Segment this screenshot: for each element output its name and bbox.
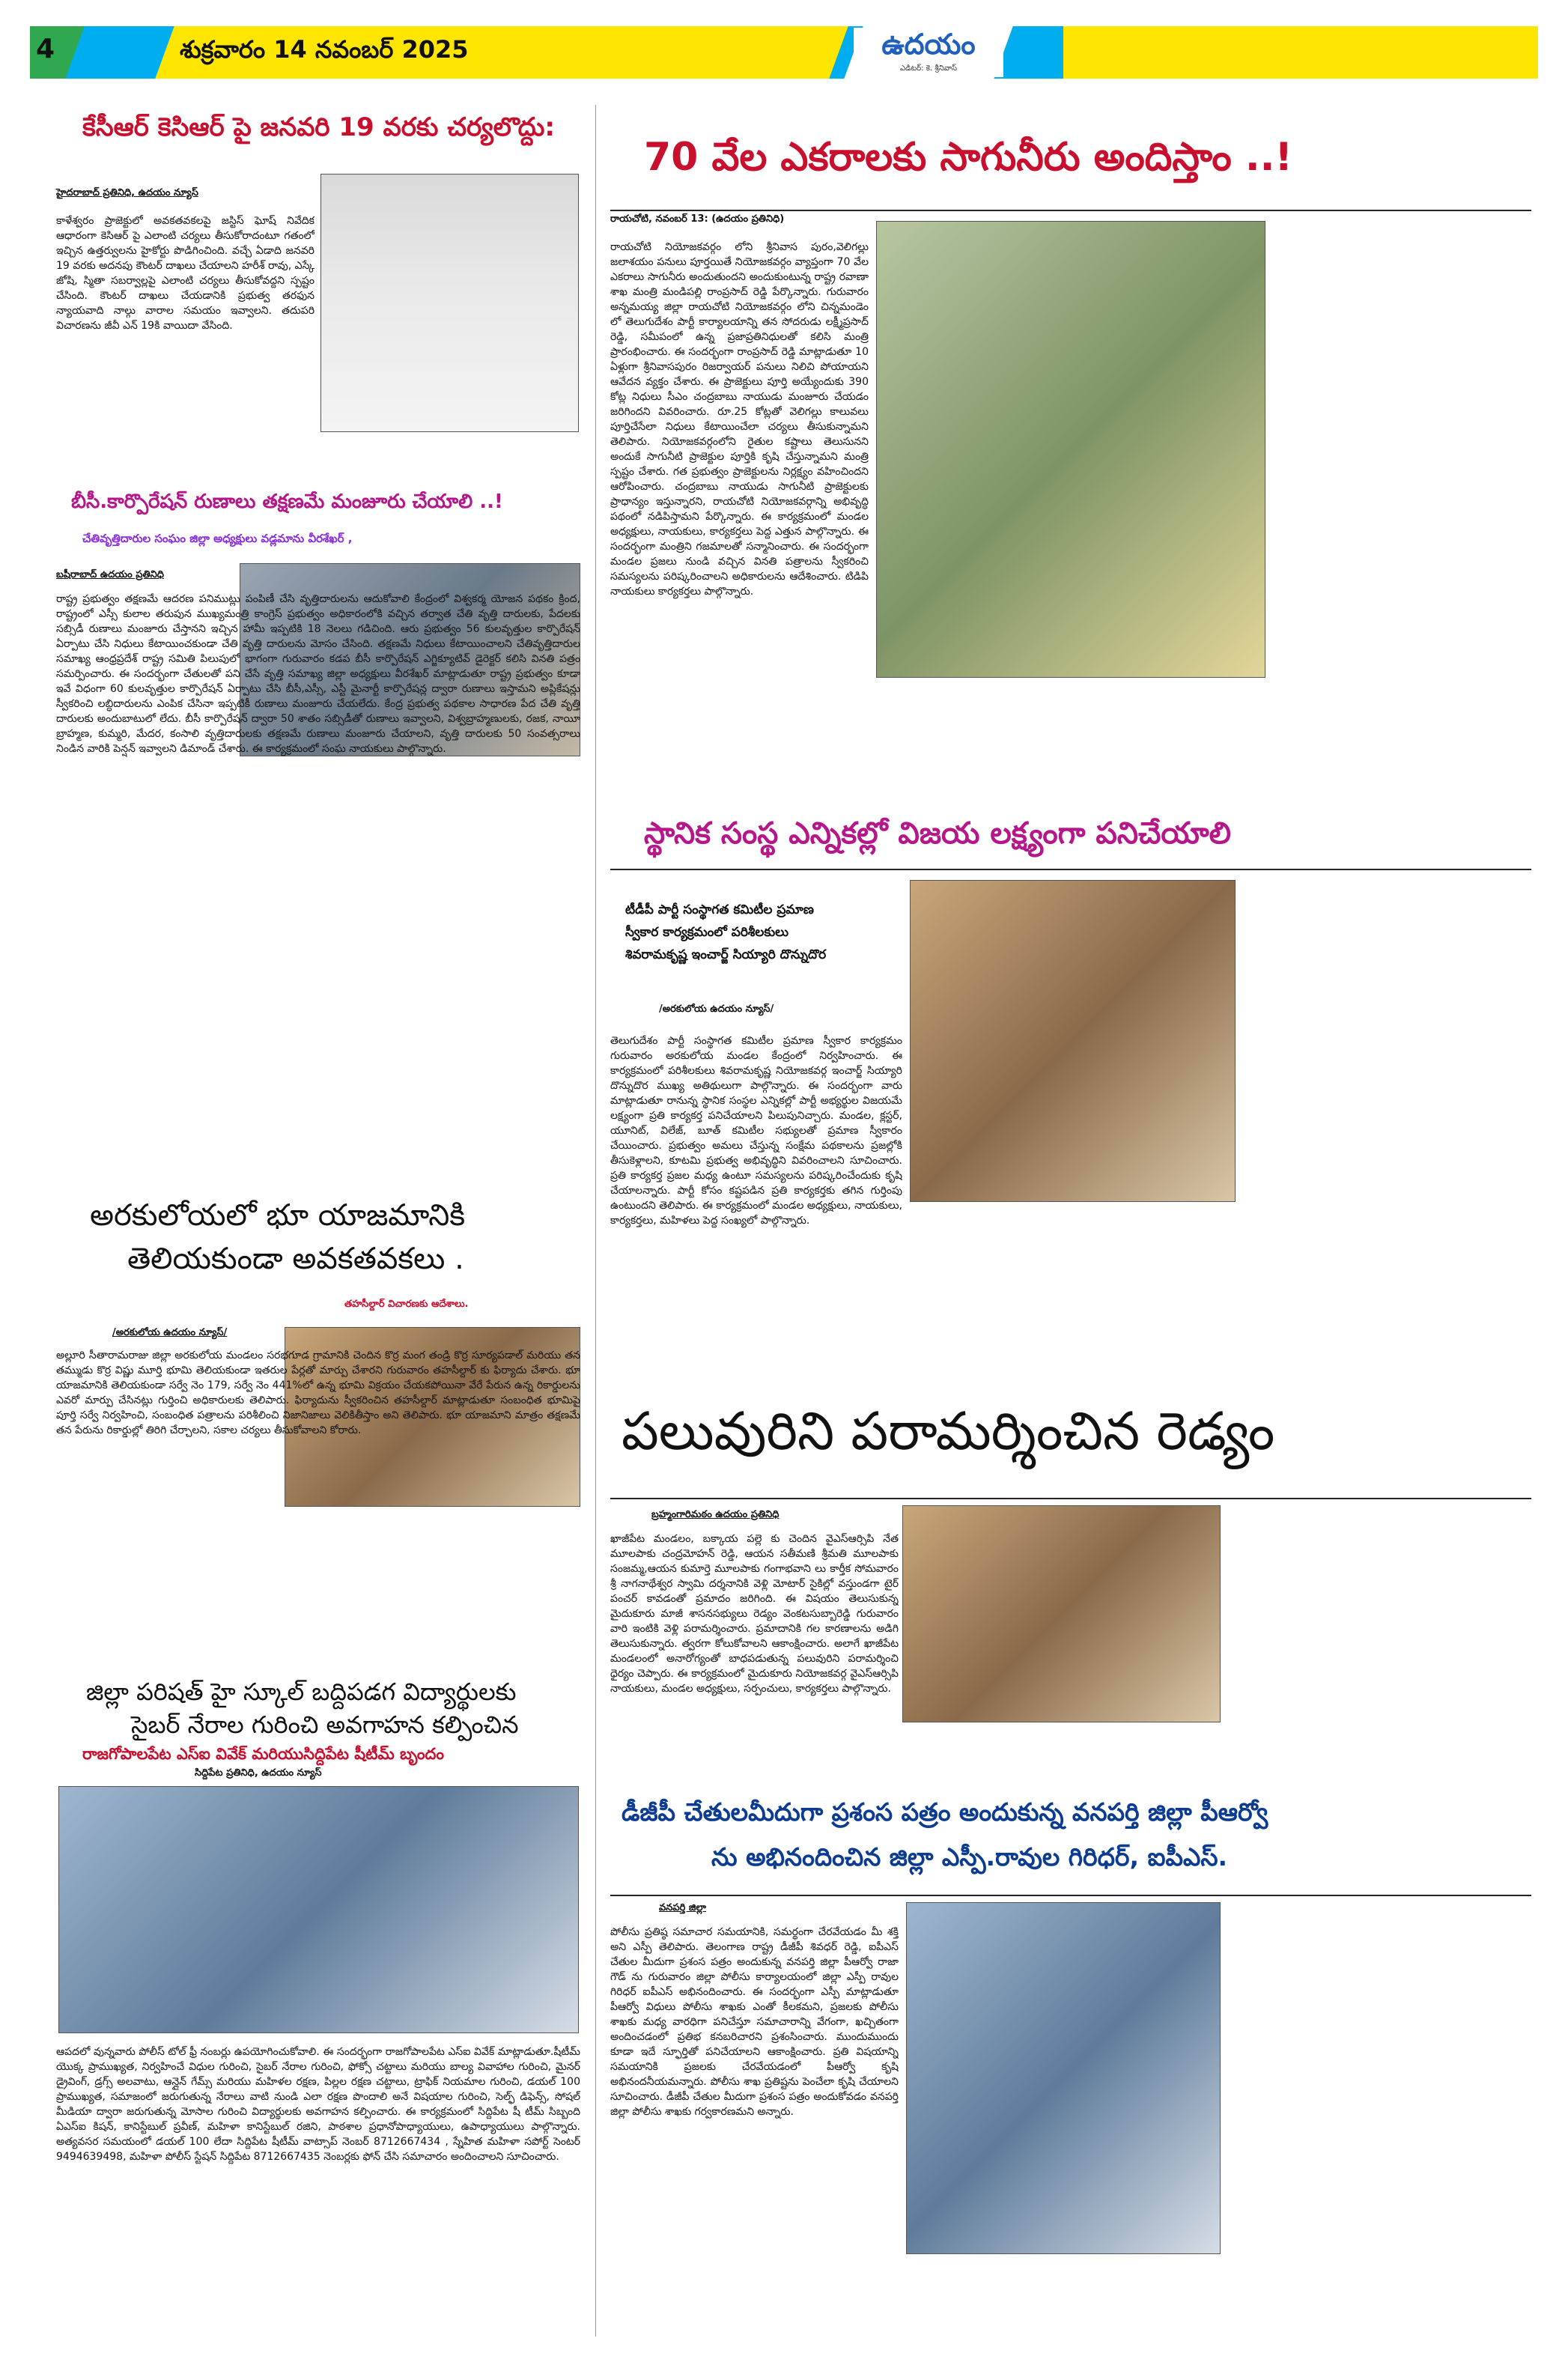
zp-subhead: రాజగోపాలపేట ఎస్ఐ వివేక్ మరియుసిద్దిపేట షీటీమ్ బృందం	[82, 1745, 444, 1763]
kcr-headline: కేసీఆర్ కెసిఆర్ పై జనవరి 19 వరకు చర్యలొద్దు:	[82, 112, 555, 142]
kcr-body: కాళేశ్వరం ప్రాజెక్టులో అవకతవకలపై జస్టిస్ ఘోష్ నివేదిక ఆధారంగా కెసిఆర్ పై ఎలాంటి చర్యలు తీసుకోరాదంటూ గతంలో ఇచ్చిన ఉత్తర్వులను హైకోర్టు పొడిగించింది. వచ్చే ఏడాది జనవరి 19 వరకు అదనపు కౌంటర్ దాఖలు చేయాలని హరీశ్ రావు, ఎస్కే జోషి, స్మితా సబర్వాల్లపై ఎలాంటి చర్యలు తీసుకోవద్దని స్పష్టం చేసింది. కౌంటర్ దాఖలు చేయడానికి ప్రభుత్వ తరఫున న్యాయవాది నాల్గు వారాల సమయం ఇవ్వాలని. తదుపరి విచారణను జీవీ ఎన్ 19కి వాయిదా వేసింది.	[56, 215, 314, 332]
column-divider-left	[595, 105, 596, 2337]
araku-headline-1: అరకులోయలో భూ యాజమానికి	[90, 1198, 466, 1233]
dgp-body: పోలీసు ప్రతిష్ఠ సమాచార సమయానికి, సమర్థంగా చేరవేయడం మీ శక్తి అని ఎస్పీ తెలిపారు. తెలంగాణ రాష్ట్ర డీజీపీ శివధర్ రెడ్డి, ఐపీఎస్ చేతుల మీదుగా ప్రశంస పత్రం అందుకున్న వనపర్తి జిల్లా పీఆర్వో రాజా గౌడ్ ను గురువారం జిల్లా పోలీసు కార్యాలయంలో జిల్లా ఎస్పీ రావుల గిరిధర్ ఐపీఎస్ అభినందించారు. ఈ సందర్భంగా ఎస్పీ మాట్లాడుతూ పీఆర్వో విధులు పోలీసు శాఖకు ఎంతో కీలకమని, ప్రజలకు పోలీసు శాఖకు మధ్య వారధిగా పనిచేస్తూ సమాచారాన్ని వేగంగా, ఖచ్చితంగా అందించడంలో ప్రతిభ కనబరిచారని ప్రశంసించారు. ముందుముందు కూడా ఇదే స్ఫూర్తితో పనిచేయాలని ఆకాంక్షించారు. ప్రతి విషయాన్ని సమయానికి ప్రజలకు చేరవేయడంలో పీఆర్వో కృషి అభినందనీయమన్నారు. పోలీసు శాఖ ప్రతిష్టను పెంచేలా కృషి చేయాలని సూచించారు. డీజీపీ చేతుల మీదుగా ప్రశంస పత్రం అందుకోవడం వనపర్తి జిల్లా పోలీసు శాఖకు గర్వకారణమని అన్నారు.	[610, 1926, 899, 2118]
page-number: 4	[36, 34, 55, 64]
local-polls-byline: /అరకులోయ ఉదయం న్యూస్/	[659, 1004, 774, 1015]
dgp-rule	[610, 1895, 1531, 1896]
irrigation-top-rule	[610, 210, 1531, 211]
reddyam-byline: బ్రహ్మంగారిమఠం ఉదయం ప్రతినిధి	[651, 1509, 780, 1520]
kcr-byline: హైదరాబాద్ ప్రతినిధి, ఉదయం న్యూస్	[56, 187, 198, 198]
logo-text: ఉదయం	[881, 28, 976, 61]
local-polls-rule	[610, 869, 1531, 870]
bc-byline: బషీరాబాద్ ఉదయం ప్రతినిధి	[56, 569, 164, 580]
reddyam-photo	[902, 1505, 1221, 1722]
zp-headline-2: సైబర్ నేరాల గురించి అవగాహన కల్పించిన	[131, 1710, 519, 1739]
reddyam-headline: పలువురిని పరామర్శించిన రెడ్యం	[622, 1400, 1275, 1462]
local-polls-sub2: స్వీకార కార్యక్రమంలో పరిశీలకులు	[625, 925, 789, 940]
date-line: శుక్రవారం 14 నవంబర్ 2025	[180, 35, 469, 64]
local-polls-sub1: టీడీపీ పార్టీ సంస్థాగత కమిటీల ప్రమాణ	[625, 902, 814, 917]
dgp-headline-1: డీజీపీ చేతులమీదుగా ప్రశంస పత్రం అందుకున్న వనపర్తి జిల్లా పీఆర్వో	[622, 1797, 1268, 1827]
masthead	[30, 26, 1538, 79]
dgp-photo	[906, 1902, 1221, 2254]
local-polls-body-right	[1243, 884, 1531, 1378]
masthead-right-yellow	[1063, 26, 1538, 79]
irrigation-body-right	[1273, 223, 1531, 800]
zp-byline: సిద్దిపేట ప్రతినిధి, ఉదయం న్యూస్	[195, 1767, 322, 1779]
local-polls-body: తెలుగుదేశం పార్టీ సంస్థాగత కమిటీల ప్రమాణ స్వీకార కార్యక్రమం గురువారం అరకులోయ మండల కేంద్రంలో నిర్వహించారు. ఈ కార్యక్రమంలో పరిశీలకులు శివరామకృష్ణ నియోజకవర్గ ఇంచార్జ్ సియ్యారి దొన్నుదొర ముఖ్య అతిథులుగా పాల్గొన్నారు. ఈ సందర్భంగా వారు మాట్లాడుతూ రానున్న స్థానిక సంస్థల ఎన్నికల్లో పార్టీ అభ్యర్థుల విజయమే లక్ష్యంగా ప్రతి కార్యకర్త పనిచేయాలని పిలుపునిచ్చారు. మండల, క్లస్టర్, యూనిట్, విలేజ్, బూత్ కమిటీల సభ్యులతో ప్రమాణ స్వీకారం చేయించారు. ప్రభుత్వం అమలు చేస్తున్న సంక్షేమ పథకాలను ప్రజల్లోకి తీసుకెళ్లాలని, కూటమి ప్రభుత్వ అభివృద్ధిని వివరించాలని సూచించారు. ప్రతి కార్యకర్త ప్రజల మధ్య ఉంటూ సమస్యలను పరిష్కరించేందుకు కృషి చేయాలన్నారు. పార్టీ కోసం కష్టపడిన ప్రతి కార్యకర్తకు తగిన గుర్తింపు ఉంటుందని తెలిపారు. ఈ కార్యక్రమంలో మండల అధ్యక్షులు, నాయకులు, కార్యకర్తలు, మహిళలు పెద్ద సంఖ్యలో పాల్గొన్నారు.	[610, 1035, 902, 1227]
reddyam-rule	[610, 1498, 1531, 1499]
reddyam-body: ఖాజీపేట మండలం, బక్కాయ పల్లె కు చెందిన వైఎస్ఆర్సిపి నేత మూలపాకు చంద్రమోహన్ రెడ్డి, ఆయన సతీమణి శ్రీమతి మూలపాకు సంజమ్మ,ఆయన కుమార్తె మూలపాకు గంగాభవాని లు కార్తీక సోమవారం శ్రీ నాగనాథేశ్వర స్వామి దర్శనానికి వెళ్లి మోటార్ సైకిల్లో వస్తుండగా టైర్ పంచర్ కావడంతో ప్రమాదం జరిగింది. ఈ విషయం తెలుసుకున్న మైదుకూరు మాజీ శాసనసభ్యులు రెడ్యం వెంకటసుబ్బారెడ్డి గురువారం వారి ఇంటికి వెళ్లి పరామర్శించారు. ప్రమాదానికి గల కారణాలను అడిగి తెలుసుకున్నారు. త్వరగా కోలుకోవాలని ఆకాంక్షించారు. అలాగే ఖాజీపేట మండలంలో అనారోగ్యంతో బాధపడుతున్న పలువురిని పరామర్శించి ధైర్యం చెప్పారు. ఈ కార్యక్రమంలో మైదుకూరు నియోజకవర్గ వైఎస్ఆర్సిపి నాయకులు, మండల అధ్యక్షులు, సర్పంచులు, కార్యకర్తలు పాల్గొన్నారు.	[610, 1533, 899, 1695]
dgp-body-right	[1228, 1906, 1531, 2161]
bc-headline: బీసీ.కార్పొరేషన్ రుణాలు తక్షణమే మంజూరు చేయాలి ..!	[71, 491, 503, 513]
irrigation-headline: 70 వేల ఎకరాలకు సాగునీరు అందిస్తాం ..!	[644, 135, 1293, 180]
bc-subhead: చేతివృత్తిదారుల సంఘం జిల్లా అధ్యక్షులు వడ్లమాను వీరశేఖర్ ,	[82, 532, 353, 545]
bc-body: రాష్ట్ర ప్రభుత్వం తక్షణమే ఆదరణ పనిముట్లు పంపిణీ చేసి వృత్తిదారులను ఆదుకోవాలి కేంద్రంలో విశ్వకర్మ యోజన పథకం క్రింద, రాష్ట్రంలో ఎస్సీ కులాల తరుపున ముఖ్యమంత్రి కాంగ్రెస్ ప్రభుత్వం అధికారంలోకి వచ్చిన తర్వాత చేతి వృత్తి దారులకు, పేదలకు సబ్సిడీ రుణాలు మంజూరు చేస్తానని ఇచ్చిన హామీ ఇప్పటికి 18 నెలలు గడిచింది. ఆరు ప్రభుత్వం 56 కులవృత్తుల కార్పొరేషన్ ఏర్పాటు చేసి నిధులు కేటాయించకుండా చేతి వృత్తి దారులను మోసం చేసింది. తక్షణమే నిధులు కేటాయించాలని చేతివృత్తిదారుల సమాఖ్య ఆంధ్రప్రదేశ్ రాష్ట్ర సమితి పిలుపులో భాగంగా గురువారం కడప బీసీ కార్పొరేషన్ ఎగ్జిక్యూటివ్ డైరెక్టర్ కలిసి వినతి పత్రం సమర్పించారు. ఈ సందర్భంగా చేతులతో పని చేసే వృత్తి సమాఖ్య జిల్లా అధ్యక్షులు వీరశేఖర్ మాట్లాడుతూ రాష్ట్ర ప్రభుత్వం కూడా ఇవే విధంగా 60 కులవృత్తుల కార్పొరేషన్ ఏర్పాటు చేసి బీసీ,ఎస్సీ, ఎస్టీ మైనార్టీ కార్పొరేషన్ల ద్వారా రుణాలు ఇస్తామని అప్లికేషన్లు స్వీకరించి లబ్ధిదారులను ఎంపిక చేసినా ఇప్పటికీ రుణాలు మంజూరు చేయలేదు. కేంద్ర ప్రభుత్వ పథకాల సాధారణ పేద చేతి వృత్తి దారులకు అందుబాటులో లేదు. బీసీ కార్పొరేషన్ ద్వారా 50 శాతం సబ్సిడీతో రుణాలు ఇవ్వాలని, విశ్వబ్రాహ్మణులకు, రజక, నాయీ బ్రాహ్మణ, కుమ్మరి, మేదర, కంసాలి వృత్తిదారులకు తక్షణమే రుణాలు మంజూరు చేయాలని, వృత్తి దారులకు 50 సంవత్సరాలు నిండిన వారికి పెన్షన్ ఇవ్వాలని డిమాండ్ చేశారు. ఈ కార్యక్రమంలో సంఘ నాయకులు పాల్గొన్నారు.	[56, 593, 580, 755]
irrigation-photo	[876, 221, 1265, 678]
zp-photo	[58, 1786, 579, 2033]
local-polls-photo	[910, 880, 1236, 1202]
zp-headline-1: జిల్లా పరిషత్ హై స్కూల్ బద్దిపడగ విద్యార్థులకు	[86, 1678, 517, 1706]
zp-body: ఆపదలో వున్నవారు పోలీస్ టోల్ ఫ్రీ నంబర్లు ఉపయోగించుకోవాలి. ఈ సందర్భంగా రాజగోపాలపేట ఎస్ఐ వివేక్ మాట్లాడుతూ.షీటీమ్ యొక్క ప్రాముఖ్యత, నిర్వహించే విధుల గురించి, సైబర్ నేరాల గురించి, ఫోక్సో చట్టాలు మరియు బాల్య వివాహాల గురించి, మైనర్ డ్రైవింగ్, డ్రగ్స్ అలవాటు, ఆన్లైన్ గేమ్స్ మరియు మహిళల రక్షణ, పిల్లల రక్షణ చట్టాలు, ట్రాఫిక్ నియమాల గురించి, డయల్ 100 ప్రాముఖ్యత, సమాజంలో జరుగుతున్న నేరాలు వాటి నుండి ఎలా రక్షణ పొందాలి అనే విషయాల గురించి, సెల్ఫ్ డిఫెన్స్, సోషల్ మీడియా ద్వారా జరుగుతున్న మోసాల గురించి విద్యార్థులకు అవగాహన కల్పించారు. ఈ కార్యక్రమంలో సిద్దిపేట షీ టీమ్ సిబ్బంది ఏఎస్ఐ కిషన్, కానిస్టేబుల్ ప్రవీణ్, మహిళా కానిస్టేబుల్ రజిని, పాఠశాల ప్రధానోపాధ్యాయులు, ఉపాధ్యాయులు పాల్గొన్నారు. అత్యవసర సమయంలో డయల్ 100 లేదా సిద్దిపేట షీటీమ్ వాట్సాప్ నెంబర్ 8712667434 , స్నేహిత మహిళా సపోర్ట్ సెంటర్ 9494639498, మహిళా పోలీస్ స్టేషన్ సిద్దిపేట 8712667435 నెంబర్లకు ఫోన్ చేసి సమాచారం అందించాలని సూచించారు.	[56, 2046, 580, 2163]
irrigation-byline: రాయచోటి, నవంబర్ 13: (ఉదయం ప్రతినిధి)	[610, 213, 785, 225]
araku-body: అల్లూరి సీతారామరాజు జిల్లా అరకులోయ మండలం సరభగూడ గ్రామానికి చెందిన కొర్ర మంగ తండ్రి కొర్ర సూర్యపడాల్ మరియు తన తమ్ముడు కొర్ర విష్ణు మూర్తి భూమి తెలియకుండా ఇతరుల పేర్లతో మార్పు చేశారని గురువారం తహసీల్దార్ కు ఫిర్యాదు చేశారు. భూ యాజమానికి తెలియకుండా సర్వే నెం 179, సర్వే నెం 441%లో ఉన్న భూమి విక్రయం చేయకపోయినా వేరే పేరున ఉన్న రికార్డులను ఎవరో మార్పు చేసినట్లు గుర్తించి అధికారులకు తెలిపారు. ఫిర్యాదును స్వీకరించిన తహసీల్దార్ మాట్లాడుతూ సంబంధిత భూమిపై పూర్తి సర్వే నిర్వహించి, సంబంధిత పత్రాలను పరిశీలించి నిజానిజాలు వెలికితీస్తాం అని తెలిపారు. భూ యాజమాని మాత్రం తక్షణమే తన పేరును రికార్డుల్లో తిరిగి చేర్చాలని, సకాల చర్యలు తీసుకోవాలని కోరారు.	[56, 1350, 580, 1436]
irrigation-body: రాయచోటి నియోజకవర్గం లోని శ్రీనివాస పురం,వెలిగల్లు జలాశయం పనులు పూర్తయితే నియోజకవర్గం వ్యాప్తంగా 70 వేల ఎకరాలు సాగునీరు అందుతుందని అందుకుంటున్న రాష్ట్ర రవాణా శాఖ మంత్రి మండిపల్లి రాంప్రసాద్ రెడ్డి పేర్కొన్నారు. గురువారం అన్నమయ్య జిల్లా రాయచోటి నియోజకవర్గం లోని చిన్నమండెం లో తెలుగుదేశం పార్టీ కార్యాలయాన్ని తన సోదరుడు లక్ష్మీప్రసాద్ రెడ్డి, సమీపంలో ఉన్న ప్రజాప్రతినిధులతో కలిసి మంత్రి ప్రారంభించారు. ఈ సందర్భంగా రాంప్రసాద్ రెడ్డి మాట్లాడుతూ 10 ఏళ్లుగా శ్రీనివాసపురం రిజర్వాయర్ పనులు నిలిచి పోయాయని ఆవేదన వ్యక్తం చేశారు. ఈ ప్రాజెక్టులు పూర్తి అయ్యేందుకు 390 కోట్ల నిధులు సీఎం చంద్రబాబు నాయుడు మంజూరు చేయడం జరిగిందని వివరించారు. రూ.25 కోట్లతో వెలిగల్లు కాలువలు పూర్తిచేసేలా నిధులు కేటాయించేలా చర్యలు తీసుకున్నామని తెలిపారు. నియోజకవర్గంలోని రైతుల కష్టాలు తెలుసునని అందుకే సాగునీటి ప్రాజెక్టుల పూర్తికి కృషి చేస్తున్నామని మంత్రి స్పష్టం చేశారు. గత ప్రభుత్వం ప్రాజెక్టులను నిర్లక్ష్యం వహించిందని ఆరోపించారు. చంద్రబాబు నాయుడు సాగునీటి ప్రాజెక్టులకు ప్రాధాన్యం ఇస్తున్నారని, రాయచోటి నియోజకవర్గాన్ని అభివృద్ధి పథంలో నడిపిస్తామని పేర్కొన్నారు. ఈ కార్యక్రమంలో మండల అధ్యక్షులు, నాయకులు, కార్యకర్తలు పెద్ద ఎత్తున పాల్గొన్నారు. ఈ సందర్భంగా మంత్రిని గజమాలతో సన్మానించారు. ఈ సందర్భంగా మండల ప్రజలు నుండి వచ్చిన వినతి పత్రాలను స్వీకరించి సమస్యలను పరిష్కరించాలని అధికారులను ఆదేశించారు. టిడిపి నాయకులు కార్యకర్తలు పాల్గొన్నారు.	[610, 241, 869, 598]
logo-sub: ఎడిటర్: కె. శ్రీనివాస్	[900, 64, 957, 73]
araku-byline: /అరకులోయ ఉదయం న్యూస్/	[112, 1327, 228, 1338]
local-polls-headline: స్థానిక సంస్థ ఎన్నికల్లో విజయ లక్ష్యంగా పనిచేయాలి	[644, 816, 1231, 851]
local-polls-sub3: శివరామకృష్ణ ఇంచార్జ్ సియ్యారి దొన్నుదొర	[625, 947, 827, 962]
logo	[854, 28, 1003, 77]
kcr-photo	[320, 174, 579, 432]
dgp-headline-2: ను అభినందించిన జిల్లా ఎస్పీ.రావుల గిరిధర్, ఐపీఎస్.	[711, 1842, 1228, 1871]
dgp-byline: వనపర్తి జిల్లా	[659, 1902, 706, 1913]
araku-headline-2: తెలియకుండా అవకతవకలు .	[127, 1242, 464, 1276]
reddyam-body-right	[1228, 1505, 1531, 1715]
araku-subhead: తహసీల్దార్ విచారణకు ఆదేశాలు.	[344, 1299, 469, 1310]
